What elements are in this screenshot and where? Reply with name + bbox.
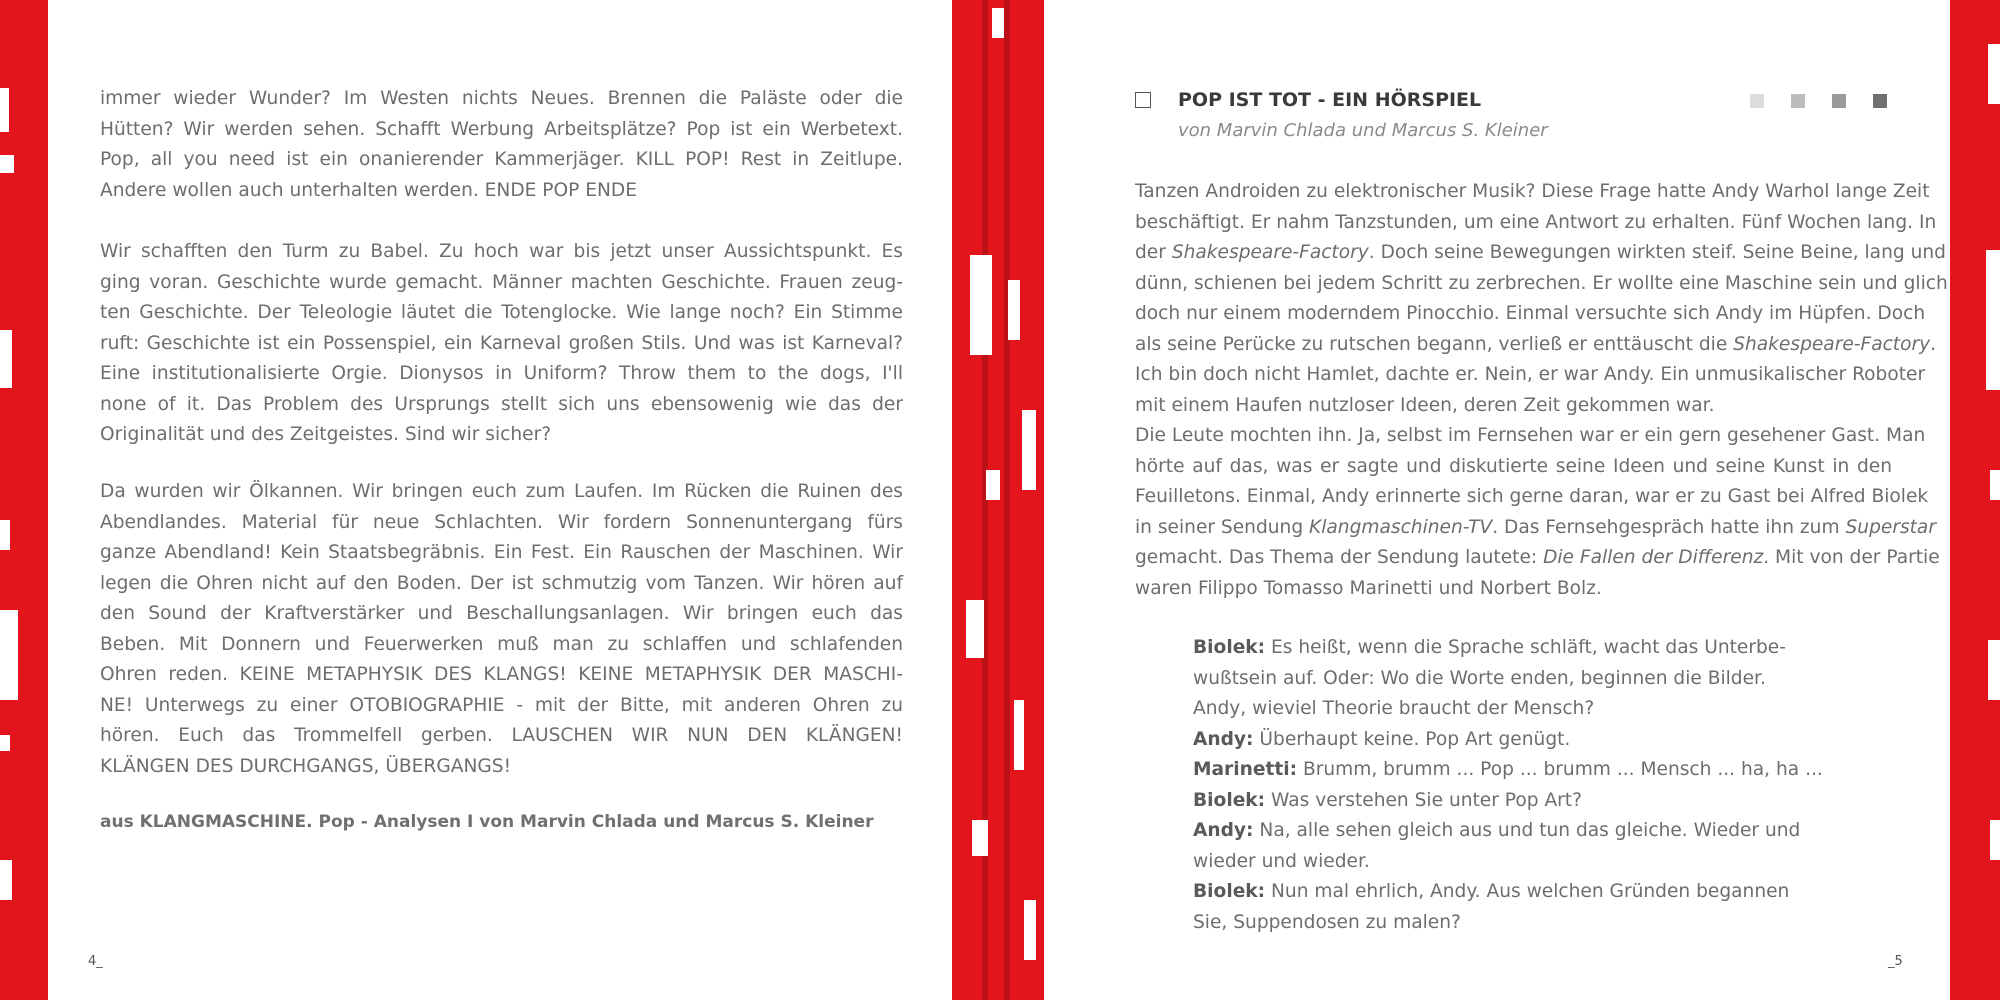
page-number-right: _5 (1888, 954, 1903, 969)
text-line: immer wieder Wunder? Im Westen nichts Neues. Brennen die Paläste oder die (100, 88, 903, 109)
text-line: Beben. Mit Donnern und Feuerwerken muß man zu schlaffen und schlafenden (100, 633, 903, 655)
title-square-icon (1135, 92, 1151, 108)
text-line: Wir schafften den Turm zu Babel. Zu hoch war bis jetzt unser Aussichtspunkt. Es (100, 241, 903, 262)
text-line: NE! Unterwegs zu einer OTOBIOGRAPHIE - mit der Bitte, mit anderen Ohren zu (100, 694, 903, 716)
text-line: Ich bin doch nicht Hamlet, dachte er. Nein, er war Andy. Ein unmusikalischer Roboter (1135, 364, 1926, 385)
text-line: Tanzen Androiden zu elektronischer Musik? Diese Frage hatte Andy Warhol lange Zeit (1135, 181, 1930, 202)
dialog-line: Sie, Suppendosen zu malen? (1193, 911, 1461, 933)
speaker-label: Biolek: (1193, 637, 1266, 658)
speaker-label: Biolek: (1193, 881, 1266, 902)
dialog-line: Andy, wieviel Theorie braucht der Mensch? (1193, 698, 1595, 719)
text-line: doch nur einem moderndem Pinocchio. Einmal versuchte sich Andy im Hüpfen. Doch (1135, 303, 1926, 324)
text-line: Die Leute mochten ihn. Ja, selbst im Fernsehen war er ein gern gesehener Gast. Man (1135, 425, 1926, 446)
left-red-band (0, 0, 48, 1000)
text-line: ging voran. Geschichte wurde gemacht. Männer machten Geschichte. Frauen zeug- (100, 271, 903, 293)
dialog-line: Andy: Na, alle sehen gleich aus und tun das gleiche. Wieder und (1193, 820, 1801, 841)
page-number-left: 4_ (88, 954, 103, 969)
right-page (1044, 0, 1950, 1000)
dialog-line: Andy: Überhaupt keine. Pop Art genügt. (1193, 728, 1571, 750)
text-line: hörte auf das, was er sagte und diskutierte seine Ideen und seine Kunst in den (1135, 455, 1892, 477)
speaker-label: Marinetti: (1193, 759, 1298, 780)
text-line: Da wurden wir Ölkannen. Wir bringen euch zum Laufen. Im Rücken die Ruinen des (100, 481, 903, 502)
dialog-block (1193, 633, 1823, 938)
text-line: mit einem Haufen nutzloser Ideen, deren Zeit gekommen war. (1135, 394, 1715, 416)
text-line: in seiner Sendung Klangmaschinen-TV. Das Fernsehgespräch hatte ihn zum Superstar (1135, 516, 1936, 538)
speaker-label: Biolek: (1193, 789, 1266, 811)
text-line: Abendlandes. Material für neue Schlachten. Wir fordern Sonnenuntergang fürs (100, 511, 903, 533)
dialog-line: wußtsein auf. Oder: Wo die Worte enden, beginnen die Bilder. (1193, 667, 1766, 689)
text-line: ruft: Geschichte ist ein Possenspiel, ein Karneval großen Stils. Und was ist Karneval? (100, 332, 903, 354)
text-line: gemacht. Das Thema der Sendung lautete: Die Fallen der Differenz. Mit von der Partie (1135, 547, 1940, 568)
text-line: dünn, schienen bei jedem Schritt zu zerbrechen. Er wollte eine Maschine sein und glich (1135, 272, 1948, 294)
dialog-line: Biolek: Es heißt, wenn die Sprache schläft, wacht das Unterbe- (1193, 637, 1786, 658)
right-red-band (1950, 0, 2000, 1000)
text-line: Feuilletons. Einmal, Andy erinnerte sich gerne daran, war er zu Gast bei Alfred Biolek (1135, 486, 1929, 507)
text-line: hören. Euch das Trommelfell gerben. LAUSCHEN WIR NUN DEN KLÄNGEN! (100, 725, 903, 746)
text-line: der Shakespeare-Factory. Doch seine Bewegungen wirkten steif. Seine Beine, lang und (1135, 242, 1946, 263)
left-page (48, 0, 952, 1000)
dialog-line: Marinetti: Brumm, brumm ... Pop ... brumm ... Mensch ... ha, ha ... (1193, 759, 1823, 780)
center-spine-band (952, 0, 1044, 1000)
text-line: waren Filippo Tomasso Marinetti und Norbert Bolz. (1135, 577, 1602, 599)
speaker-label: Andy: (1193, 728, 1254, 750)
dialog-line: Biolek: Nun mal ehrlich, Andy. Aus welchen Gründen begannen (1193, 881, 1790, 902)
text-line: Originalität und des Zeitgeistes. Sind wir sicher? (100, 424, 552, 445)
right-paragraph (1135, 177, 1948, 604)
page-title: POP IST TOT - EIN HÖRSPIEL (1178, 89, 1482, 111)
text-line: ganze Abendland! Kein Staatsbegräbnis. Ein Fest. Ein Rauschen der Maschinen. Wir (100, 542, 903, 563)
text-line: Andere wollen auch unterhalten werden. ENDE POP ENDE (100, 179, 638, 201)
text-line: Hütten? Wir werden sehen. Schafft Werbung Arbeitsplätze? Pop ist ein Werbetext. (100, 118, 903, 140)
text-line: den Sound der Kraftverstärker und Beschallungsanlagen. Wir bringen euch das (100, 603, 903, 624)
text-line: Pop, all you need ist ein onanierender Kammerjäger. KILL POP! Rest in Zeitlupe. (100, 149, 903, 170)
gray-square-icon-2 (1791, 94, 1805, 108)
text-line: legen die Ohren nicht auf den Boden. Der ist schmutzig vom Tanzen. Wir hören auf (100, 572, 903, 594)
text-line: Eine institutionalisierte Orgie. Dionysos in Uniform? Throw them to the dogs, I'll (100, 363, 903, 384)
left-paragraph-2 (100, 237, 903, 451)
gray-square-icon-1 (1750, 94, 1764, 108)
text-line: als seine Perücke zu rutschen begann, verließ er enttäuscht die Shakespeare-Factory. (1135, 333, 1937, 355)
text-line: Ohren reden. KEINE METAPHYSIK DES KLANGS! KEINE METAPHYSIK DER MASCHI- (100, 664, 903, 685)
gray-square-icon-3 (1832, 94, 1846, 108)
text-line: none of it. Das Problem des Ursprungs stellt sich uns ebensowenig wie das der (100, 393, 903, 415)
speaker-label: Andy: (1193, 820, 1254, 841)
text-line: ten Geschichte. Der Teleologie läutet die Totenglocke. Wie lange noch? Ein Stimme (100, 302, 903, 323)
text-line: beschäftigt. Er nahm Tanzstunden, um eine Antwort zu erhalten. Fünf Wochen lang. In (1135, 211, 1937, 233)
text-line: KLÄNGEN DES DURCHGANGS, ÜBERGANGS! (100, 755, 512, 777)
left-paragraph-3 (100, 477, 903, 782)
dialog-line: Biolek: Was verstehen Sie unter Pop Art? (1193, 789, 1582, 811)
page-subtitle: von Marvin Chlada und Marcus S. Kleiner (1178, 120, 1548, 141)
gray-square-icon-4 (1873, 94, 1887, 108)
left-paragraph-1 (100, 84, 903, 206)
source-citation: aus KLANGMASCHINE. Pop - Analysen I von Marvin Chlada und Marcus S. Kleiner (100, 812, 874, 832)
dialog-line: wieder und wieder. (1193, 850, 1370, 872)
